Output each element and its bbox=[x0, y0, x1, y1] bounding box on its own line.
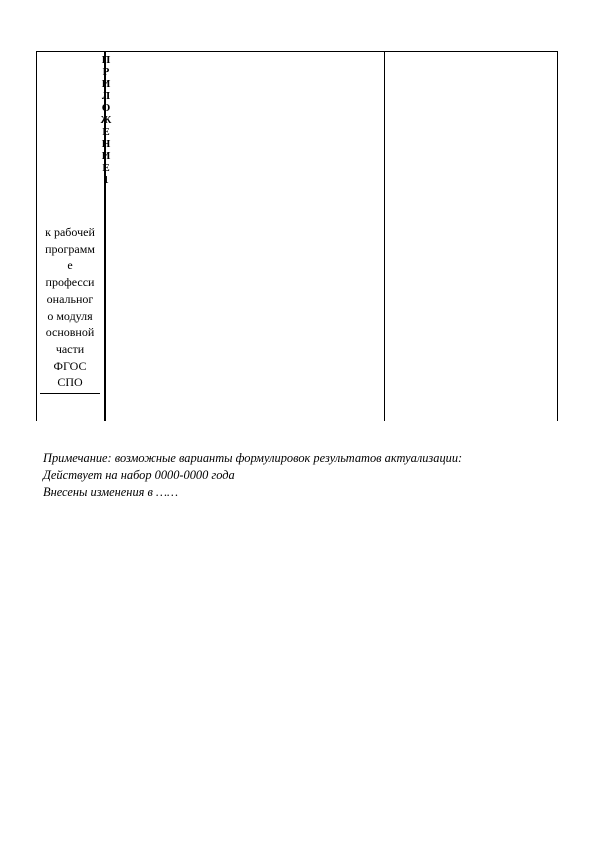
title-letter: О bbox=[101, 102, 111, 114]
title-letter: И bbox=[101, 78, 111, 90]
appendix-vertical-title bbox=[98, 54, 114, 186]
label-line: СПО bbox=[57, 375, 83, 390]
table-right-border bbox=[557, 51, 558, 421]
note-line: Примечание: возможные варианты формулировок результатов актуализации: bbox=[43, 451, 463, 465]
title-letter: Ж bbox=[100, 114, 112, 126]
notes-block bbox=[43, 450, 563, 501]
title-letter: 1 bbox=[103, 174, 109, 186]
label-line: части bbox=[55, 341, 85, 356]
title-letter: Р bbox=[102, 66, 110, 78]
label-line: ональног bbox=[46, 291, 94, 306]
label-line: професси bbox=[45, 275, 95, 290]
title-letter: И bbox=[101, 150, 111, 162]
title-letter: Е bbox=[102, 126, 110, 138]
title-letter: П bbox=[101, 54, 111, 66]
table-left-border bbox=[36, 51, 37, 421]
label-underline bbox=[40, 393, 100, 394]
title-letter: Е bbox=[102, 162, 110, 174]
table-column-divider bbox=[384, 51, 385, 421]
note-line: Внесены изменения в …… bbox=[43, 485, 179, 499]
label-line: к рабочей bbox=[45, 225, 95, 239]
title-letter: Л bbox=[101, 90, 111, 102]
label-line: программ bbox=[45, 241, 95, 256]
title-letter: Н bbox=[101, 138, 111, 150]
label-line: е bbox=[67, 258, 73, 273]
program-label bbox=[38, 224, 102, 391]
label-line: о модуля bbox=[47, 308, 93, 323]
label-line: ФГОС bbox=[53, 358, 87, 373]
table-top-border bbox=[37, 51, 558, 52]
note-line: Действует на набор 0000-0000 года bbox=[43, 468, 235, 482]
label-line: основной bbox=[45, 325, 95, 340]
